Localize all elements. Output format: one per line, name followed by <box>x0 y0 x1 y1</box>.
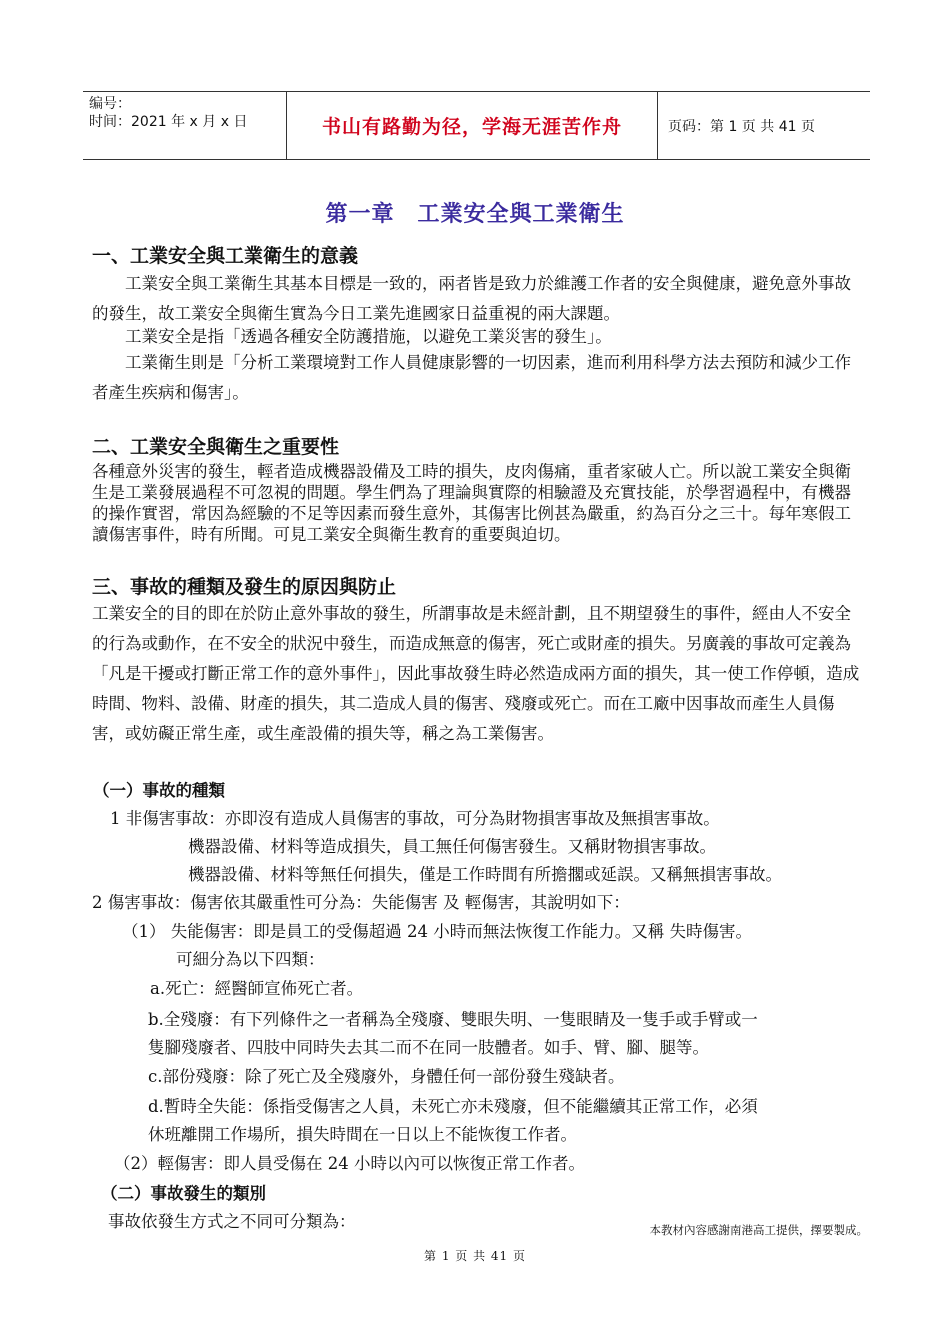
item-four-categories: 可細分為以下四類： <box>176 950 325 969</box>
subsection-accident-categories: （二）事故發生的類別 <box>101 1184 266 1203</box>
item-non-injury: 1 非傷害事故：亦即沒有造成人員傷害的事故，可分為財物損害事故及無損害事故。 <box>110 809 720 828</box>
section2-title: 二、工業安全與衛生之重要性 <box>92 436 340 458</box>
header-motto: 书山有路勤为径，学海无涯苦作舟 <box>286 92 658 159</box>
credit-note: 本教材內容感謝南港高工提供，擇要製成。 <box>649 1223 868 1237</box>
item-temporary-disability-1: d.暫時全失能：係指受傷害之人員，未死亡亦未殘廢，但不能繼續其正常工作，必須 <box>148 1097 758 1116</box>
item-total-disability-2: 隻腳殘廢者、四肢中同時失去其二而不在同一肢體者。如手、臂、腳、腿等。 <box>148 1038 709 1057</box>
page-footer: 第 1 页 共 41 页 <box>424 1249 526 1263</box>
item-minor-injury: （2）輕傷害：即人員受傷在 24 小時以內可以恢復正常工作者。 <box>114 1154 585 1173</box>
item-temporary-disability-2: 休班離開工作場所，損失時間在一日以上不能恢復工作者。 <box>148 1125 577 1144</box>
time-label: 时间：2021 年 x 月 x 日 <box>89 114 248 130</box>
section1-title: 一、工業安全與工業衛生的意義 <box>92 245 359 267</box>
item-property-damage: 機器設備、材料等造成損失，員工無任何傷害發生。又稱財物損害事故。 <box>188 837 716 856</box>
item-no-damage: 機器設備、材料等無任何損失，僅是工作時間有所擔擱或延誤。又稱無損害事故。 <box>188 865 782 884</box>
item-death: a.死亡：經醫師宣佈死亡者。 <box>150 979 364 998</box>
section1-paragraph-3: 工業衛生則是「分析工業環境對工作人員健康影響的一切因素，進而利用科學方法去預防和減少工作者產生疾病和傷害」。 <box>92 353 851 402</box>
section1-paragraph-1: 工業安全與工業衛生其基本目標是一致的，兩者皆是致力於維護工作者的安全與健康，避免意外事故的發生，故工業安全與衛生實為今日工業先進國家日益重視的兩大課題。 <box>92 274 851 323</box>
subsection-accident-types: （一）事故的種類 <box>93 781 225 800</box>
number-label: 编号： <box>89 96 131 112</box>
chapter-title: 第一章 工業安全與工業衛生 <box>325 201 625 227</box>
header-left-cell <box>83 92 286 159</box>
item-injury: 2 傷害事故：傷害依其嚴重性可分為：失能傷害 及 輕傷害，其說明如下： <box>92 893 630 912</box>
item-disabling-injury: （1） 失能傷害：即是員工的受傷超過 24 小時而無法恢復工作能力。又稱 失時傷害。 <box>122 922 752 941</box>
section1-paragraph-2: 工業安全是指「透過各種安全防護措施，以避免工業災害的發生」。 <box>125 327 612 346</box>
item-partial-disability: c.部份殘廢：除了死亡及全殘廢外，身體任何一部份發生殘缺者。 <box>148 1067 625 1086</box>
categories-intro: 事故依發生方式之不同可分類為： <box>108 1212 356 1231</box>
section2-paragraph: 各種意外災害的發生，輕者造成機器設備及工時的損失，皮肉傷痛，重者家破人亡。所以說工業安全與衛生是工業發展過程不可忽視的問題。學生們為了理論與實際的相驗證及充實技能，於學習過程中，有機器的操作實習，常因為經驗的不足等因素而發生意外，其傷害比例甚為嚴重，約為百分之三十。每年寒假工讀傷害事件，時有所聞。可見工業安全與衛生教育的重要與迫切。 <box>92 462 851 544</box>
section3-paragraph: 工業安全的目的即在於防止意外事故的發生，所謂事故是未經計劃，且不期望發生的事件，經由人不安全的行為或動作，在不安全的狀況中發生，而造成無意的傷害，死亡或財產的損失。另廣義的事故可定義為「凡是干擾或打斷正常工作的意外事件」，因此事故發生時必然造成兩方面的損失，其一使工作停頓，造成時間、物料、設備、財產的損失，其二造成人員的傷害、殘廢或死亡。而在工廠中因事故而產生人員傷害，或妨礙正常生產，或生產設備的損失等，稱之為工業傷害。 <box>92 604 860 743</box>
item-total-disability-1: b.全殘廢：有下列條件之一者稱為全殘廢、雙眼失明、一隻眼睛及一隻手或手臂或一 <box>148 1010 758 1029</box>
section3-title: 三、事故的種類及發生的原因與防止 <box>92 576 397 598</box>
header-page-info: 页码：第 1 页 共 41 页 <box>668 118 815 135</box>
header-table <box>83 91 870 160</box>
